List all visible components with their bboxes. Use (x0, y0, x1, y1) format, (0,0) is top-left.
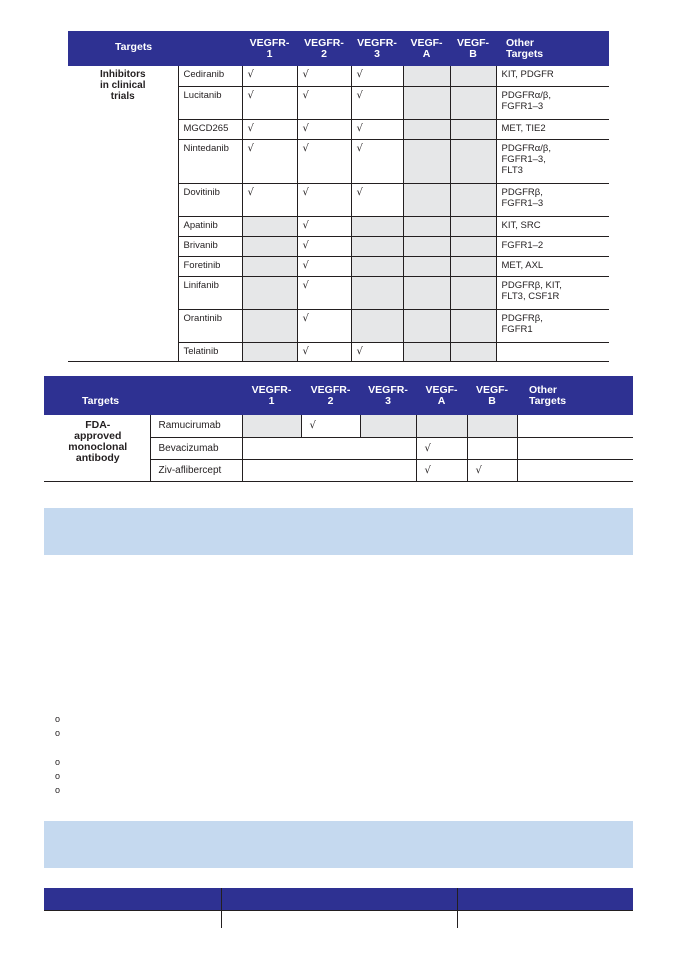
drug-name: Linifanib (178, 276, 242, 309)
cell-vegfa (403, 86, 450, 119)
check-vegfr2: √ (297, 86, 351, 119)
cell-vegfr3 (351, 309, 403, 342)
check-vegfa: √ (416, 459, 467, 481)
cell-vegfb (450, 276, 496, 309)
cell-vegfr1 (242, 236, 297, 256)
cell-vegfr3 (351, 276, 403, 309)
header-vegfb: VEGF- B (450, 31, 496, 66)
other-targets: KIT, PDGFR (496, 66, 609, 86)
table1-header-row (68, 31, 609, 66)
header-other-targets: Other Targets (496, 31, 609, 66)
other-targets: PDGFRα/β, FGFR1–3 (496, 86, 609, 119)
table3-header-row (44, 888, 633, 911)
other-targets: PDGFRα/β, FGFR1–3, FLT3 (496, 139, 609, 183)
check-vegfr2: √ (297, 309, 351, 342)
check-vegfr2: √ (297, 139, 351, 183)
cell-vegfa (403, 236, 450, 256)
other-targets: PDGFRβ, KIT, FLT3, CSF1R (496, 276, 609, 309)
drug-name: MGCD265 (178, 119, 242, 139)
cell-vegfb (450, 139, 496, 183)
check-vegfr2: √ (297, 256, 351, 276)
cell-vegfb (450, 216, 496, 236)
cell-vegfr-span (242, 459, 416, 481)
drug-name: Ramucirumab (150, 415, 242, 437)
cell-vegfr1 (242, 276, 297, 309)
check-vegfr1: √ (242, 183, 297, 216)
other-targets (517, 459, 633, 481)
cell-vegfr3 (351, 256, 403, 276)
cell-vegfb (450, 183, 496, 216)
check-vegfb: √ (467, 459, 517, 481)
header-targets: Targets (68, 31, 242, 66)
check-vegfr2: √ (297, 66, 351, 86)
check-vegfr2: √ (297, 276, 351, 309)
check-vegfr3: √ (351, 66, 403, 86)
check-vegfr3: √ (351, 139, 403, 183)
table2-header-row (44, 376, 633, 415)
drug-name: Brivanib (178, 236, 242, 256)
check-vegfr1: √ (242, 139, 297, 183)
drug-name: Lucitanib (178, 86, 242, 119)
check-vegfr2: √ (297, 216, 351, 236)
drug-name: Telatinib (178, 342, 242, 361)
empty-table (44, 888, 633, 928)
check-vegfr3: √ (351, 342, 403, 361)
drug-name: Cediranib (178, 66, 242, 86)
cell-vegfa (403, 256, 450, 276)
cell-vegfb (467, 415, 517, 437)
cell-vegfr1 (242, 342, 297, 361)
check-vegfr2: √ (297, 236, 351, 256)
drug-name: Dovitinib (178, 183, 242, 216)
other-targets (517, 437, 633, 459)
check-vegfr3: √ (351, 86, 403, 119)
cell-vegfb (450, 342, 496, 361)
drug-name: Foretinib (178, 256, 242, 276)
header-targets: Targets (44, 376, 242, 415)
header-vegfr3: VEGFR- 3 (360, 376, 416, 415)
category-label: FDA- approved monoclonal antibody (44, 415, 150, 481)
check-vegfr1: √ (242, 66, 297, 86)
cell-vegfr-span (242, 437, 416, 459)
drug-name: Bevacizumab (150, 437, 242, 459)
other-targets: KIT, SRC (496, 216, 609, 236)
other-targets: FGFR1–2 (496, 236, 609, 256)
cell-vegfa (403, 309, 450, 342)
bullet-marker: o (55, 785, 61, 795)
cell-vegfr1 (242, 309, 297, 342)
drug-name: Ziv-aflibercept (150, 459, 242, 481)
cell-vegfb (450, 256, 496, 276)
monoclonal-antibody-table (44, 376, 633, 482)
header-vegfa: VEGF- A (403, 31, 450, 66)
header-vegfr1: VEGFR- 1 (242, 376, 301, 415)
bullet-marker: o (55, 728, 61, 738)
cell-vegfa (403, 119, 450, 139)
section-band (44, 821, 633, 868)
category-label: Inhibitors in clinical trials (68, 66, 178, 361)
check-vegfr3: √ (351, 119, 403, 139)
drug-name: Nintedanib (178, 139, 242, 183)
cell-vegfb (450, 309, 496, 342)
column-divider (457, 888, 458, 928)
section-band (44, 508, 633, 555)
header-vegfb: VEGF- B (467, 376, 517, 415)
cell-vegfa (403, 342, 450, 361)
header-vegfr2: VEGFR- 2 (301, 376, 360, 415)
cell-vegfb (450, 66, 496, 86)
other-targets: PDGFRβ, FGFR1–3 (496, 183, 609, 216)
header-vegfr2: VEGFR- 2 (297, 31, 351, 66)
cell-vegfr3 (360, 415, 416, 437)
cell-vegfb (450, 236, 496, 256)
column-divider (221, 888, 222, 928)
cell-vegfa (403, 216, 450, 236)
check-vegfr2: √ (297, 183, 351, 216)
table-row (68, 66, 609, 86)
bullet-marker: o (55, 714, 61, 724)
cell-vegfa (416, 415, 467, 437)
cell-vegfr1 (242, 216, 297, 236)
cell-vegfa (403, 276, 450, 309)
check-vegfr2: √ (301, 415, 360, 437)
vegfr-inhibitors-table (68, 31, 609, 362)
bullet-marker: o (55, 757, 61, 767)
cell-vegfr1 (242, 415, 301, 437)
cell-vegfa (403, 139, 450, 183)
drug-name: Orantinib (178, 309, 242, 342)
check-vegfr1: √ (242, 119, 297, 139)
other-targets: MET, AXL (496, 256, 609, 276)
table-row (44, 415, 633, 437)
table3-divider (44, 910, 633, 911)
drug-name: Apatinib (178, 216, 242, 236)
check-vegfr3: √ (351, 183, 403, 216)
cell-vegfa (403, 66, 450, 86)
check-vegfr2: √ (297, 119, 351, 139)
cell-vegfb (450, 86, 496, 119)
other-targets (496, 342, 609, 361)
cell-vegfb (467, 437, 517, 459)
cell-vegfa (403, 183, 450, 216)
other-targets: PDGFRβ, FGFR1 (496, 309, 609, 342)
cell-vegfr1 (242, 256, 297, 276)
header-other-targets: Other Targets (517, 376, 633, 415)
cell-vegfr3 (351, 216, 403, 236)
header-vegfa: VEGF- A (416, 376, 467, 415)
header-vegfr1: VEGFR- 1 (242, 31, 297, 66)
check-vegfr2: √ (297, 342, 351, 361)
cell-vegfr3 (351, 236, 403, 256)
bullet-marker: o (55, 771, 61, 781)
cell-vegfb (450, 119, 496, 139)
check-vegfr1: √ (242, 86, 297, 119)
other-targets (517, 415, 633, 437)
header-vegfr3: VEGFR- 3 (351, 31, 403, 66)
other-targets: MET, TIE2 (496, 119, 609, 139)
check-vegfa: √ (416, 437, 467, 459)
